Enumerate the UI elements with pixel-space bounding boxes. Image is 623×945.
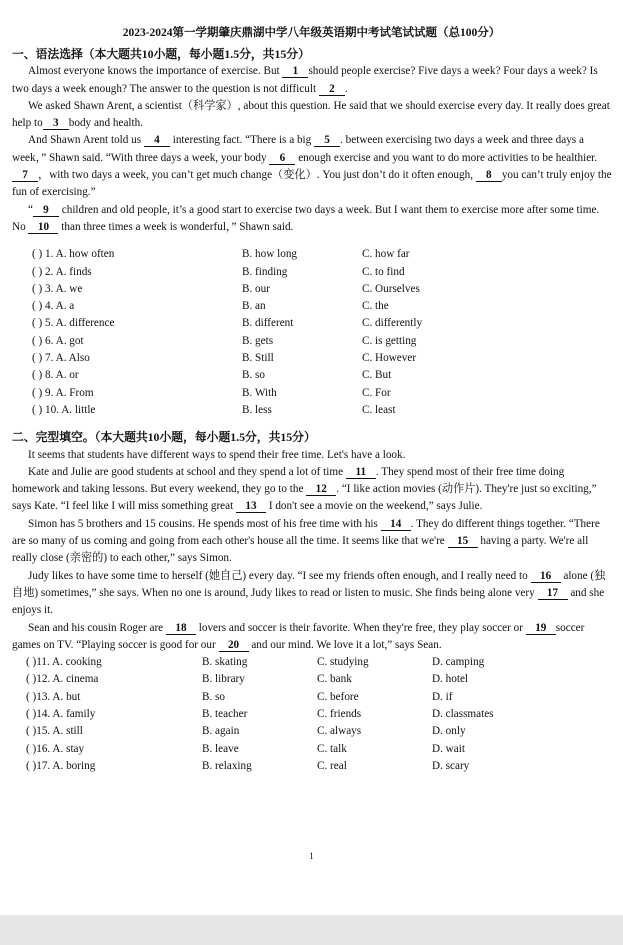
passage-text: than three times a week is wonderful，” Shawn said. — [58, 220, 294, 233]
passage-text: Sean and his cousin Roger are — [28, 621, 166, 634]
question-option-c[interactable]: C. least — [362, 403, 396, 416]
answer-blank[interactable]: 7 — [12, 169, 38, 182]
question-row — [12, 654, 612, 671]
question-option-d[interactable]: D. camping — [432, 656, 485, 669]
question-row — [12, 246, 612, 263]
passage-text: enough exercise and you want to do more activities to be healthier. — [295, 151, 598, 164]
passage-text: . “I like action movies (动作片). They're just so exciting,” says Kate. “I feel like I will miss something great — [12, 483, 597, 513]
answer-blank[interactable]: 3 — [43, 117, 69, 130]
question-option-b[interactable]: B. how long — [242, 248, 298, 261]
question-row — [12, 333, 612, 350]
question-option-a: ( ) 1. A. how often — [32, 248, 115, 261]
question-row — [12, 741, 612, 758]
question-option-b[interactable]: B. leave — [202, 742, 239, 755]
question-option-a: ( ) 10. A. little — [32, 403, 96, 416]
answer-blank[interactable]: 4 — [144, 134, 170, 147]
question-option-c[interactable]: C. talk — [317, 742, 347, 755]
passage-paragraph — [12, 620, 612, 655]
question-option-d[interactable]: D. hotel — [432, 673, 469, 686]
question-option-c[interactable]: C. before — [317, 690, 359, 703]
passage-text: you can’t truly enjoy the fun of exercising.” — [12, 169, 612, 199]
answer-blank[interactable]: 19 — [526, 622, 556, 635]
section1-heading: 一、语法选择（本大题共10小题，每小题1.5分，共15分） — [12, 47, 310, 61]
question-option-a: ( ) 7. A. Also — [32, 352, 90, 365]
answer-blank[interactable]: 10 — [28, 221, 58, 234]
answer-blank[interactable]: 6 — [269, 152, 295, 165]
passage-text: and our mind. We love it a lot,” says Sean. — [248, 638, 442, 651]
passage-paragraph — [12, 447, 612, 464]
answer-blank[interactable]: 11 — [346, 466, 376, 479]
section2-options — [12, 654, 612, 775]
question-option-b[interactable]: B. gets — [242, 334, 274, 347]
passage-text: body and health. — [68, 117, 144, 130]
passage-paragraph — [12, 132, 612, 201]
answer-blank[interactable]: 16 — [531, 570, 561, 583]
question-row — [12, 281, 612, 298]
question-option-a: ( ) 3. A. we — [32, 282, 83, 295]
question-option-c[interactable]: C. studying — [317, 656, 369, 669]
question-option-b[interactable]: B. relaxing — [202, 759, 252, 772]
question-option-b[interactable]: B. so — [202, 690, 226, 703]
passage-text: Kate and Julie are good students at school and they spend a lot of time — [28, 465, 346, 478]
question-option-c[interactable]: C. But — [362, 369, 392, 382]
question-row — [12, 315, 612, 332]
passage-text: Almost everyone knows the importance of exercise. But — [28, 65, 283, 78]
passage-text: . They do different things together. “There are so many of us coming and going from each other's house all the time. It seems like that we're — [12, 517, 600, 548]
passage-text: soccer games on TV. “Playing soccer is good for our — [12, 621, 585, 651]
question-row — [12, 264, 612, 281]
answer-blank[interactable]: 8 — [476, 169, 502, 182]
passage-text: . — [344, 82, 348, 95]
question-option-b[interactable]: B. so — [242, 369, 266, 382]
passage-text: alone (独自地) sometimes,” she says. When no one is around, Judy likes to read or listen to music. She finds being alone very — [12, 569, 606, 599]
passage-text: I don't see a movie on the weekend,” says Julie. — [266, 500, 483, 513]
passage-text: . They spend most of their free time doing homework and taking lessons. But every weekend, they go to the — [12, 465, 565, 496]
question-option-c[interactable]: C. always — [317, 725, 362, 738]
question-option-a: ( ) 4. A. a — [32, 300, 75, 313]
passage-text: and she enjoys it. — [12, 586, 605, 617]
question-option-c[interactable]: C. bank — [317, 673, 352, 686]
question-option-d[interactable]: D. classmates — [432, 707, 494, 720]
question-option-a: ( )16. A. stay — [26, 742, 85, 755]
section2-heading: 二、完型填空。（本大题共10小题，每小题1.5分，共15分） — [12, 430, 316, 445]
passage-text: . between exercising two days a week and three days a week，” Shawn said. “With three days a week, your body — [12, 134, 584, 164]
question-option-c[interactable]: C. how far — [362, 248, 410, 261]
question-row — [12, 758, 612, 775]
answer-blank[interactable]: 2 — [319, 83, 345, 96]
answer-blank[interactable]: 5 — [314, 134, 340, 147]
question-option-d[interactable]: D. if — [432, 690, 453, 703]
passage-text: We asked Shawn Arent, a scientist（科学家）, about this question. He said that we should exercise every day. It really does great help to — [12, 99, 610, 130]
question-option-c[interactable]: C. Ourselves — [362, 282, 420, 295]
question-option-a: ( ) 6. A. got — [32, 334, 84, 347]
question-option-b[interactable]: B. again — [202, 725, 240, 738]
question-option-b[interactable]: B. teacher — [202, 707, 248, 720]
question-option-c[interactable]: C. friends — [317, 707, 362, 720]
passage-text: having a party. We're all really close (亲密的) to each other,” says Simon. — [12, 535, 589, 565]
section1-options — [12, 246, 612, 419]
passage-text: Simon has 5 brothers and 15 cousins. He spends most of his free time with his — [28, 517, 381, 530]
question-option-b[interactable]: B. our — [242, 282, 270, 295]
question-option-b[interactable]: B. skating — [202, 656, 248, 669]
question-row — [12, 671, 612, 688]
question-option-c[interactable]: C. However — [362, 352, 417, 365]
passage-text: lovers and soccer is their favorite. When they're free, they play soccer or — [195, 621, 526, 634]
passage-text: should people exercise? Five days a week? Four days a week? Is two days a week enough? The answer to the question is not difficult — [12, 65, 598, 95]
question-option-c[interactable]: C. differently — [362, 317, 423, 330]
answer-blank[interactable]: 12 — [306, 483, 336, 496]
question-option-a: ( )14. A. family — [26, 707, 96, 720]
answer-blank[interactable]: 17 — [538, 587, 568, 600]
passage-paragraph — [12, 98, 612, 133]
section1-passage — [12, 63, 612, 236]
question-row — [12, 350, 612, 367]
question-option-c[interactable]: C. the — [362, 300, 389, 313]
question-option-b[interactable]: B. finding — [242, 265, 288, 278]
question-option-b[interactable]: B. different — [242, 317, 294, 330]
question-option-a: ( )12. A. cinema — [26, 673, 99, 686]
question-option-a: ( )11. A. cooking — [26, 656, 102, 669]
passage-text: It seems that students have different ways to spend their free time. Let's have a look. — [28, 448, 406, 461]
answer-blank[interactable]: 13 — [236, 500, 266, 513]
passage-paragraph — [12, 202, 612, 237]
question-option-a: ( ) 2. A. finds — [32, 265, 92, 278]
question-row — [12, 298, 612, 315]
question-option-a: ( ) 5. A. difference — [32, 317, 115, 330]
passage-text: And Shawn Arent told us — [28, 134, 144, 147]
passage-paragraph — [12, 568, 612, 620]
answer-blank[interactable]: 14 — [381, 518, 411, 531]
question-option-c[interactable]: C. real — [317, 759, 347, 772]
question-option-d[interactable]: D. scary — [432, 759, 470, 772]
question-option-a: ( )13. A. but — [26, 690, 81, 703]
passage-paragraph — [12, 516, 612, 568]
question-option-a: ( ) 8. A. or — [32, 369, 79, 382]
passage-text: “ — [28, 203, 33, 216]
question-option-c[interactable]: C. For — [362, 386, 391, 399]
passage-paragraph — [12, 464, 612, 516]
passage-text: interesting fact. “There is a big — [169, 134, 315, 147]
question-option-b[interactable]: B. Still — [242, 352, 274, 365]
question-row — [12, 367, 612, 384]
question-row — [12, 723, 612, 740]
exam-title: 2023-2024第一学期肇庆鼎湖中学八年级英语期中考试笔试试题（总100分） — [122, 27, 501, 39]
question-option-a: ( )15. A. still — [26, 725, 83, 738]
question-option-b[interactable]: B. an — [242, 300, 266, 313]
exam-content — [12, 46, 612, 775]
answer-blank[interactable]: 15 — [448, 535, 478, 548]
passage-text: children and old people, it’s a good start to exercise two days a week. But I want them to exercise more after some time. No — [12, 203, 600, 233]
section2-passage — [12, 447, 612, 655]
question-option-a: ( )17. A. boring — [26, 759, 96, 772]
answer-blank[interactable]: 9 — [33, 204, 59, 217]
answer-blank[interactable]: 18 — [166, 622, 196, 635]
question-option-d[interactable]: D. only — [432, 725, 466, 738]
question-option-d[interactable]: D. wait — [432, 742, 465, 755]
passage-text: ，with two days a week, you can’t get much change（变化）. You just don’t do it often enough, — [38, 169, 476, 182]
page-number: 1 — [309, 851, 314, 861]
passage-paragraph — [12, 63, 612, 98]
question-option-b[interactable]: B. less — [242, 403, 272, 416]
question-option-b[interactable]: B. library — [202, 673, 245, 686]
question-option-c[interactable]: C. to find — [362, 265, 405, 278]
question-row — [12, 385, 612, 402]
question-row — [12, 706, 612, 723]
question-option-a: ( ) 9. A. From — [32, 386, 94, 399]
answer-blank[interactable]: 20 — [219, 639, 249, 652]
passage-text: Judy likes to have some time to herself (她自己) every day. “I see my friends often enough, and I really need to — [28, 569, 531, 582]
question-option-c[interactable]: C. is getting — [362, 334, 417, 347]
question-row — [12, 402, 612, 419]
question-option-b[interactable]: B. With — [242, 386, 277, 399]
question-row — [12, 689, 612, 706]
answer-blank[interactable]: 1 — [282, 65, 308, 78]
